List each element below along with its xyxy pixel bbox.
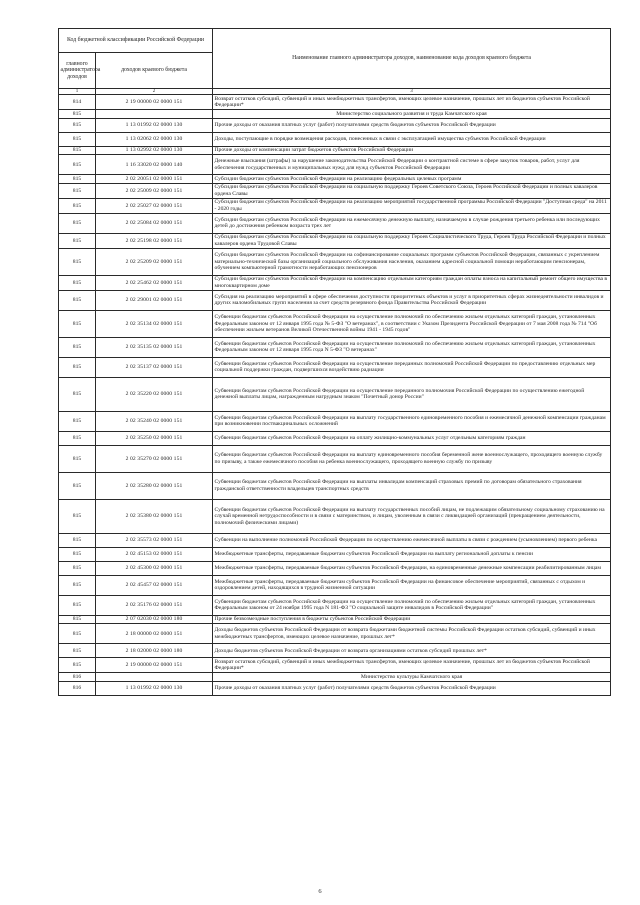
document-page: [58, 28, 610, 696]
table-row: [59, 377, 611, 411]
admin-code-cell: 815: [59, 499, 96, 533]
revenue-name-cell: Субвенции бюджетам субъектов Российской Федерации на осуществление переданного полномочия Российской Федерации по осуществлению ежегодной денежной выплаты лицам, награжденным нагрудным знаком "Почетный донор России": [213, 377, 611, 411]
table-row: [59, 445, 611, 472]
header-admin-cell: главного администратора доходов: [59, 53, 96, 89]
header-index-3: 3: [213, 89, 611, 95]
revenue-code-cell: 1 13 01992 02 0000 130: [96, 681, 213, 695]
revenue-code-cell: 2 07 02030 02 0000 180: [96, 615, 213, 624]
revenue-name-cell: Прочие доходы от оказания платных услуг (работ) получателями средств бюджетов субъектов Российской Федерации: [213, 118, 611, 132]
revenue-name-cell: Субсидии бюджетам субъектов Российской Федерации на реализацию мероприятий государственной программы Российской Федерации "Доступная среда" на 2011 - 2020 годы: [213, 198, 611, 213]
revenue-name-cell: Возврат остатков субсидий, субвенций и иных межбюджетных трансфертов, имеющих целевое назначение, прошлых лет из бюджетов субъектов Российской Федерации*: [213, 658, 611, 673]
table-row: [59, 431, 611, 445]
table-row: [59, 337, 611, 357]
admin-code-cell: 815: [59, 337, 96, 357]
revenue-code-cell: 2 02 29001 02 0000 151: [96, 290, 213, 310]
revenue-code-cell: 2 02 25209 02 0000 151: [96, 248, 213, 275]
table-row: [59, 118, 611, 132]
table-row: [59, 198, 611, 213]
header-group-row: [59, 29, 611, 53]
revenue-name-cell: Министерство социального развития и труда Камчатского края: [213, 110, 611, 119]
admin-code-cell: 815: [59, 472, 96, 499]
table-row: [59, 175, 611, 184]
revenue-code-cell: 2 02 35250 02 0000 151: [96, 431, 213, 445]
table-row: [59, 357, 611, 377]
revenue-name-cell: Субвенции бюджетам субъектов Российской Федерации на осуществление полномочий по обеспечению жильем отдельных категорий граждан, установленных Федеральным законом от 12 января 1995 года N 5-ФЗ "О ветеранах": [213, 337, 611, 357]
revenue-name-cell: Субвенции бюджетам субъектов Российской Федерации на осуществление полномочий по обеспечению жильем отдельных категорий граждан, установленных Федеральным законом от 24 ноября 1995 года N 181-ФЗ "О социальной защите инвалидов в Российской Федерации": [213, 595, 611, 615]
revenue-code-cell: 2 02 35176 02 0000 151: [96, 595, 213, 615]
header-code-cell: доходов краевого бюджета: [96, 53, 213, 89]
admin-code-cell: 815: [59, 575, 96, 595]
admin-code-cell: 815: [59, 132, 96, 146]
table-row: [59, 183, 611, 198]
admin-code-cell: 815: [59, 310, 96, 337]
revenue-name-cell: Субсидии бюджетам субъектов Российской Федерации на социальную поддержку Героев Советского Союза, Героев Российской Федерации и полных кавалеров ордена Славы: [213, 183, 611, 198]
admin-code-cell: 815: [59, 658, 96, 673]
revenue-name-cell: Субсидия на реализацию мероприятий в сфере обеспечения доступности приоритетных объектов и услуг в приоритетных сферах жизнедеятельности инвалидов и других маломобильных групп населения за счет средств резервного фонда Правительства Российской Федерации: [213, 290, 611, 310]
admin-code-cell: 815: [59, 155, 96, 175]
admin-code-cell: 815: [59, 233, 96, 248]
table-row: [59, 472, 611, 499]
table-row: [59, 290, 611, 310]
header-index-2: 2: [96, 89, 213, 95]
revenue-code-cell: 1 13 02992 02 0000 130: [96, 146, 213, 155]
table-row: [59, 575, 611, 595]
revenue-code-cell: 2 19 00000 02 0000 151: [96, 658, 213, 673]
revenue-name-cell: Прочие доходы от компенсации затрат бюджетов субъектов Российской Федерации: [213, 146, 611, 155]
table-row: [59, 146, 611, 155]
admin-code-cell: 815: [59, 146, 96, 155]
admin-code-cell: 815: [59, 290, 96, 310]
admin-code-cell: 815: [59, 118, 96, 132]
admin-code-cell: 815: [59, 547, 96, 561]
revenue-name-cell: Субсидии бюджетам субъектов Российской Федерации на социальную поддержку Героев Социалистического Труда, Героев Труда Российской Федерации и полных кавалеров ордена Трудовой Славы: [213, 233, 611, 248]
table-row: [59, 547, 611, 561]
header-group-cell: Код бюджетной классификации Российской Федерации: [59, 29, 213, 53]
table-row: [59, 499, 611, 533]
table-row: [59, 681, 611, 695]
table-row: [59, 155, 611, 175]
revenue-code-cell: 2 02 35280 02 0000 151: [96, 472, 213, 499]
revenue-name-cell: Субсидии бюджетам субъектов Российской Федерации на софинансирование социальных программ субъектов Российской Федерации, связанных с укреплением материально-технической базы организаций социального обслуживания населения, оказанием адресной социальной помощи неработающим пенсионерам, обучением компьютерной грамотности неработающих пенсионеров: [213, 248, 611, 275]
table-row: [59, 95, 611, 110]
table-row: [59, 310, 611, 337]
admin-code-cell: 815: [59, 411, 96, 431]
table-row: [59, 595, 611, 615]
revenue-name-cell: Субвенции бюджетам субъектов Российской Федерации на выплаты инвалидам компенсаций страховых премий по договорам обязательного страхования гражданской ответственности владельцев транспортных средств: [213, 472, 611, 499]
revenue-name-cell: Межбюджетные трансферты, передаваемые бюджетам субъектов Российской Федерации на финансовое обеспечение мероприятий, связанных с отдыхом и оздоровлением детей, находящихся в трудной жизненной ситуации: [213, 575, 611, 595]
table-row: [59, 533, 611, 547]
revenue-code-cell: 2 02 35380 02 0000 151: [96, 499, 213, 533]
admin-code-cell: 816: [59, 673, 96, 682]
table-row: [59, 644, 611, 658]
admin-code-cell: 815: [59, 357, 96, 377]
admin-code-cell: 815: [59, 624, 96, 644]
revenue-code-cell: 2 02 35135 02 0000 151: [96, 337, 213, 357]
admin-code-cell: 815: [59, 275, 96, 290]
admin-code-cell: 815: [59, 595, 96, 615]
header-index-1: 1: [59, 89, 96, 95]
admin-code-cell: 815: [59, 431, 96, 445]
revenue-code-cell: 1 13 02062 02 0000 130: [96, 132, 213, 146]
revenue-name-cell: Прочие безвозмездные поступления в бюджеты субъектов Российской Федерации: [213, 615, 611, 624]
revenue-code-cell: 2 02 35573 02 0000 151: [96, 533, 213, 547]
revenue-name-cell: Субвенции на выполнение полномочий Российской Федерации по осуществлению ежемесячной выплаты в связи с рождением (усыновлением) первого ребенка: [213, 533, 611, 547]
table-row: [59, 132, 611, 146]
revenue-code-cell: 2 02 20051 02 0000 151: [96, 175, 213, 184]
revenue-code-cell: [96, 110, 213, 119]
admin-code-cell: 815: [59, 248, 96, 275]
revenue-code-cell: 2 02 25084 02 0000 151: [96, 213, 213, 233]
table-row: [59, 275, 611, 290]
revenue-code-cell: 2 19 00000 02 0000 151: [96, 95, 213, 110]
admin-code-cell: 814: [59, 95, 96, 110]
revenue-name-cell: Субвенции бюджетам субъектов Российской Федерации на выплату государственных пособий лицам, не подлежащим обязательному социальному страхованию на случай временной нетрудоспособности и в связи с материнством, и лицам, уволенным в связи с ликвидацией организаций (прекращением деятельности, полномочий физическими лицами): [213, 499, 611, 533]
revenue-code-cell: 2 02 45300 02 0000 151: [96, 561, 213, 575]
revenue-name-cell: Возврат остатков субсидий, субвенций и иных межбюджетных трансфертов, имеющих целевое назначение, прошлых лет из бюджетов субъектов Российской Федерации*: [213, 95, 611, 110]
revenue-name-cell: Доходы бюджетов субъектов Российской Федерации от возврата организациями остатков субсидий прошлых лет*: [213, 644, 611, 658]
revenue-code-cell: 2 02 45457 02 0000 151: [96, 575, 213, 595]
table-row: [59, 658, 611, 673]
admin-code-cell: 815: [59, 644, 96, 658]
revenue-name-cell: Межбюджетные трансферты, передаваемые бюджетам субъектов Российской Федерации на выплату региональной доплаты к пенсии: [213, 547, 611, 561]
admin-code-cell: 815: [59, 198, 96, 213]
revenue-name-cell: Субвенции бюджетам субъектов Российской Федерации на осуществление переданных полномочий Российской Федерации по предоставлению отдельных мер социальной поддержки граждан, подвергшихся воздействию радиации: [213, 357, 611, 377]
admin-code-cell: 815: [59, 110, 96, 119]
revenue-code-cell: 2 18 02000 02 0000 180: [96, 644, 213, 658]
revenue-codes-table: [58, 28, 611, 696]
header-name-cell: Наименование главного администратора доходов, наименование кода доходов краевого бюджета: [213, 29, 611, 89]
revenue-name-cell: Субвенции бюджетам субъектов Российской Федерации на осуществление полномочий по обеспечению жильем отдельных категорий граждан, установленных Федеральным законом от 12 января 1995 года № 5-ФЗ "О ветеранах", в соответствии с Указом Президента Российской Федерации от 7 мая 2008 года № 714 "Об обеспечении жильем ветеранов Великой Отечественной войны 1941 - 1945 годов": [213, 310, 611, 337]
revenue-name-cell: Денежные взыскания (штрафы) за нарушение законодательства Российской Федерации о контрактной системе в сфере закупок товаров, работ, услуг для обеспечения государственных и муниципальных нужд для нужд субъектов Российской Федерации: [213, 155, 611, 175]
revenue-name-cell: Субсидии бюджетам субъектов Российской Федерации на компенсацию отдельным категориям граждан оплаты взноса на капитальный ремонт общего имущества в многоквартирном доме: [213, 275, 611, 290]
revenue-code-cell: 2 02 35240 02 0000 151: [96, 411, 213, 431]
revenue-name-cell: Субвенции бюджетам субъектов Российской Федерации на выплату государственного единовременного пособия и ежемесячной денежной компенсации гражданам при возникновении поствакцинальных осложнений: [213, 411, 611, 431]
revenue-name-cell: Субвенции бюджетам субъектов Российской Федерации на оплату жилищно-коммунальных услуг отдельным категориям граждан: [213, 431, 611, 445]
table-row: [59, 248, 611, 275]
page-number: 6: [318, 888, 322, 895]
table-row: [59, 233, 611, 248]
revenue-code-cell: 2 02 25009 02 0000 151: [96, 183, 213, 198]
revenue-code-cell: 2 02 25462 02 0000 151: [96, 275, 213, 290]
table-row: [59, 561, 611, 575]
revenue-name-cell: Доходы, поступающие в порядке возмещения расходов, понесенных в связи с эксплуатацией имущества субъектов Российской Федерации: [213, 132, 611, 146]
revenue-name-cell: Прочие доходы от оказания платных услуг (работ) получателями средств бюджетов субъектов Российской Федерации: [213, 681, 611, 695]
revenue-code-cell: 2 18 00000 02 0000 151: [96, 624, 213, 644]
revenue-code-cell: 2 02 25198 02 0000 151: [96, 233, 213, 248]
admin-code-cell: 815: [59, 377, 96, 411]
revenue-code-cell: 2 02 25027 02 0000 151: [96, 198, 213, 213]
revenue-name-cell: Субсидии бюджетам субъектов Российской Федерации на реализацию федеральных целевых программ: [213, 175, 611, 184]
revenue-code-cell: 2 02 35270 02 0000 151: [96, 445, 213, 472]
table-row: [59, 624, 611, 644]
section-row: [59, 673, 611, 682]
revenue-code-cell: 2 02 35137 02 0000 151: [96, 357, 213, 377]
revenue-name-cell: Субсидии бюджетам субъектов Российской Федерации на ежемесячную денежную выплату, назначаемую в случае рождения третьего ребенка или последующих детей до достижения ребенком возраста трех лет: [213, 213, 611, 233]
admin-code-cell: 815: [59, 183, 96, 198]
admin-code-cell: 815: [59, 445, 96, 472]
table-row: [59, 615, 611, 624]
revenue-name-cell: Министерство культуры Камчатского края: [213, 673, 611, 682]
revenue-code-cell: 1 16 33020 02 0000 140: [96, 155, 213, 175]
admin-code-cell: 815: [59, 175, 96, 184]
revenue-code-cell: 2 02 35134 02 0000 151: [96, 310, 213, 337]
table-row: [59, 213, 611, 233]
table-row: [59, 411, 611, 431]
revenue-code-cell: 2 02 35220 02 0000 151: [96, 377, 213, 411]
revenue-name-cell: Субвенции бюджетам субъектов Российской Федерации на выплату единовременного пособия беременной жене военнослужащего, проходящего военную службу по призыву, а также ежемесячного пособия на ребенка военнослужащего, проходящего военную службу по призыву: [213, 445, 611, 472]
admin-code-cell: 815: [59, 533, 96, 547]
admin-code-cell: 815: [59, 213, 96, 233]
revenue-code-cell: 2 02 45153 02 0000 151: [96, 547, 213, 561]
admin-code-cell: 815: [59, 561, 96, 575]
revenue-name-cell: Межбюджетные трансферты, передаваемые бюджетам субъектов Российской Федерации, на единовременные денежные компенсации реабилитированным лицам: [213, 561, 611, 575]
revenue-code-cell: 1 13 01992 02 0000 130: [96, 118, 213, 132]
section-row: [59, 110, 611, 119]
revenue-name-cell: Доходы бюджетов субъектов Российской Федерации от возврата бюджетами бюджетной системы Российской Федерации остатков субсидий, субвенций и иных межбюджетных трансфертов, имеющих целевое назначение, прошлых лет*: [213, 624, 611, 644]
admin-code-cell: 816: [59, 681, 96, 695]
revenue-code-cell: [96, 673, 213, 682]
admin-code-cell: 815: [59, 615, 96, 624]
